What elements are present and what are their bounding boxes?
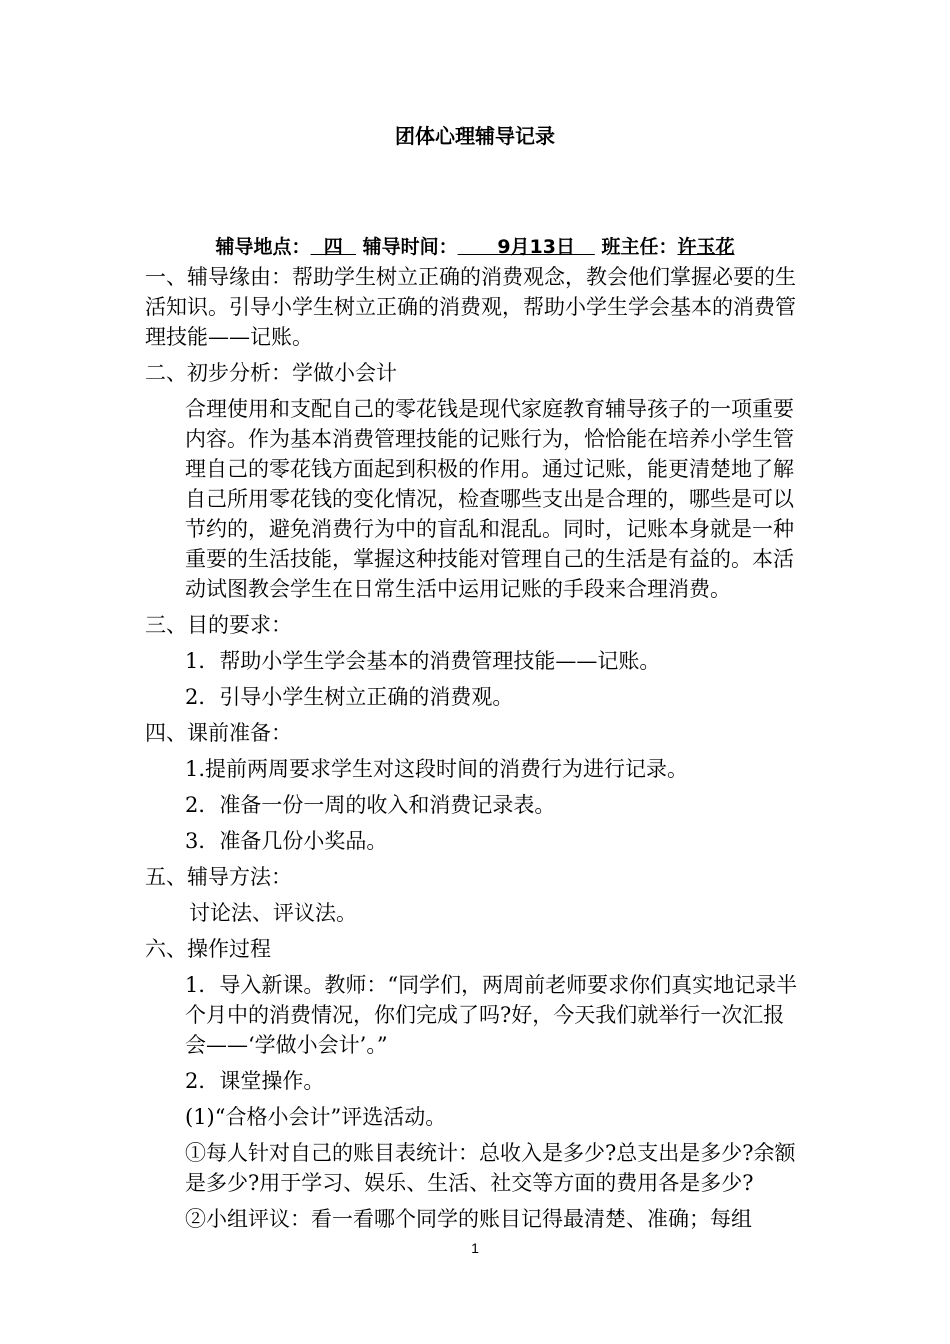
location-label: 辅导地点： bbox=[215, 236, 311, 258]
info-line bbox=[0, 232, 950, 259]
section-prep-heading: 四、课前准备： bbox=[145, 721, 292, 745]
process-activity-item-2: ②小组评议：看一看哪个同学的账目记得最清楚、准确；每组 bbox=[185, 1207, 752, 1231]
analysis-paragraph: 合理使用和支配自己的零花钱是现代家庭教育辅导孩子的一项重要内容。作为基本消费管理技能的记账行为，恰恰能在培养小学生管理自己的零花钱方面起到积极的作用。通过记账，能更清楚地了解自己所用零花钱的变化情况，检查哪些支出是合理的，哪些是可以节约的，避免消费行为中的盲乱和混乱。同时，记账本身就是一种重要的生活技能，掌握这种技能对管理自己的生活是有益的。本活动试图教会学生在日常生活中运用记账的手段来合理消费。 bbox=[185, 397, 794, 601]
prep-item-3: 3．准备几份小奖品。 bbox=[185, 829, 388, 853]
teacher-label: 班主任： bbox=[601, 236, 678, 258]
method-text: 讨论法、评议法。 bbox=[189, 901, 357, 925]
document-title: 团体心理辅导记录 bbox=[395, 124, 555, 148]
prep-item-1: 1.提前两周要求学生对这段时间的消费行为进行记录。 bbox=[185, 757, 689, 781]
location-value: 四 bbox=[310, 236, 356, 258]
document-body bbox=[145, 262, 805, 1234]
process-activity-item-1: ①每人针对自己的账目表统计：总收入是多少?总支出是多少?余额是多少?用于学习、娱乐、生活、社交等方面的费用各是多少? bbox=[185, 1141, 796, 1195]
section-reason: 一、辅导缘由：帮助学生树立正确的消费观念，教会他们掌握必要的生活知识。引导小学生树立正确的消费观，帮助小学生学会基本的消费管理技能——记账。 bbox=[145, 265, 796, 349]
process-step-1: 1．导入新课。教师：“同学们，两周前老师要求你们真实地记录半个月中的消费情况，你们完成了吗?好，今天我们就举行一次汇报会——‘学做小会计’。” bbox=[185, 973, 798, 1057]
process-activity: (1)“合格小会计”评选活动。 bbox=[185, 1105, 447, 1129]
time-label: 辅导时间： bbox=[362, 236, 458, 258]
goal-item-1: 1．帮助小学生学会基本的消费管理技能——记账。 bbox=[185, 649, 661, 673]
teacher-value: 许玉花 bbox=[677, 236, 735, 258]
section-method-heading: 五、辅导方法： bbox=[145, 865, 292, 889]
page-number: 1 bbox=[471, 1240, 479, 1256]
time-value: 9月13日 bbox=[457, 236, 595, 258]
process-step-2: 2．课堂操作。 bbox=[185, 1069, 325, 1093]
section-analysis-heading: 二、初步分析：学做小会计 bbox=[145, 361, 397, 385]
prep-item-2: 2．准备一份一周的收入和消费记录表。 bbox=[185, 793, 556, 817]
section-process-heading: 六、操作过程 bbox=[145, 937, 271, 961]
goal-item-2: 2．引导小学生树立正确的消费观。 bbox=[185, 685, 514, 709]
section-goals-heading: 三、目的要求： bbox=[145, 613, 292, 637]
